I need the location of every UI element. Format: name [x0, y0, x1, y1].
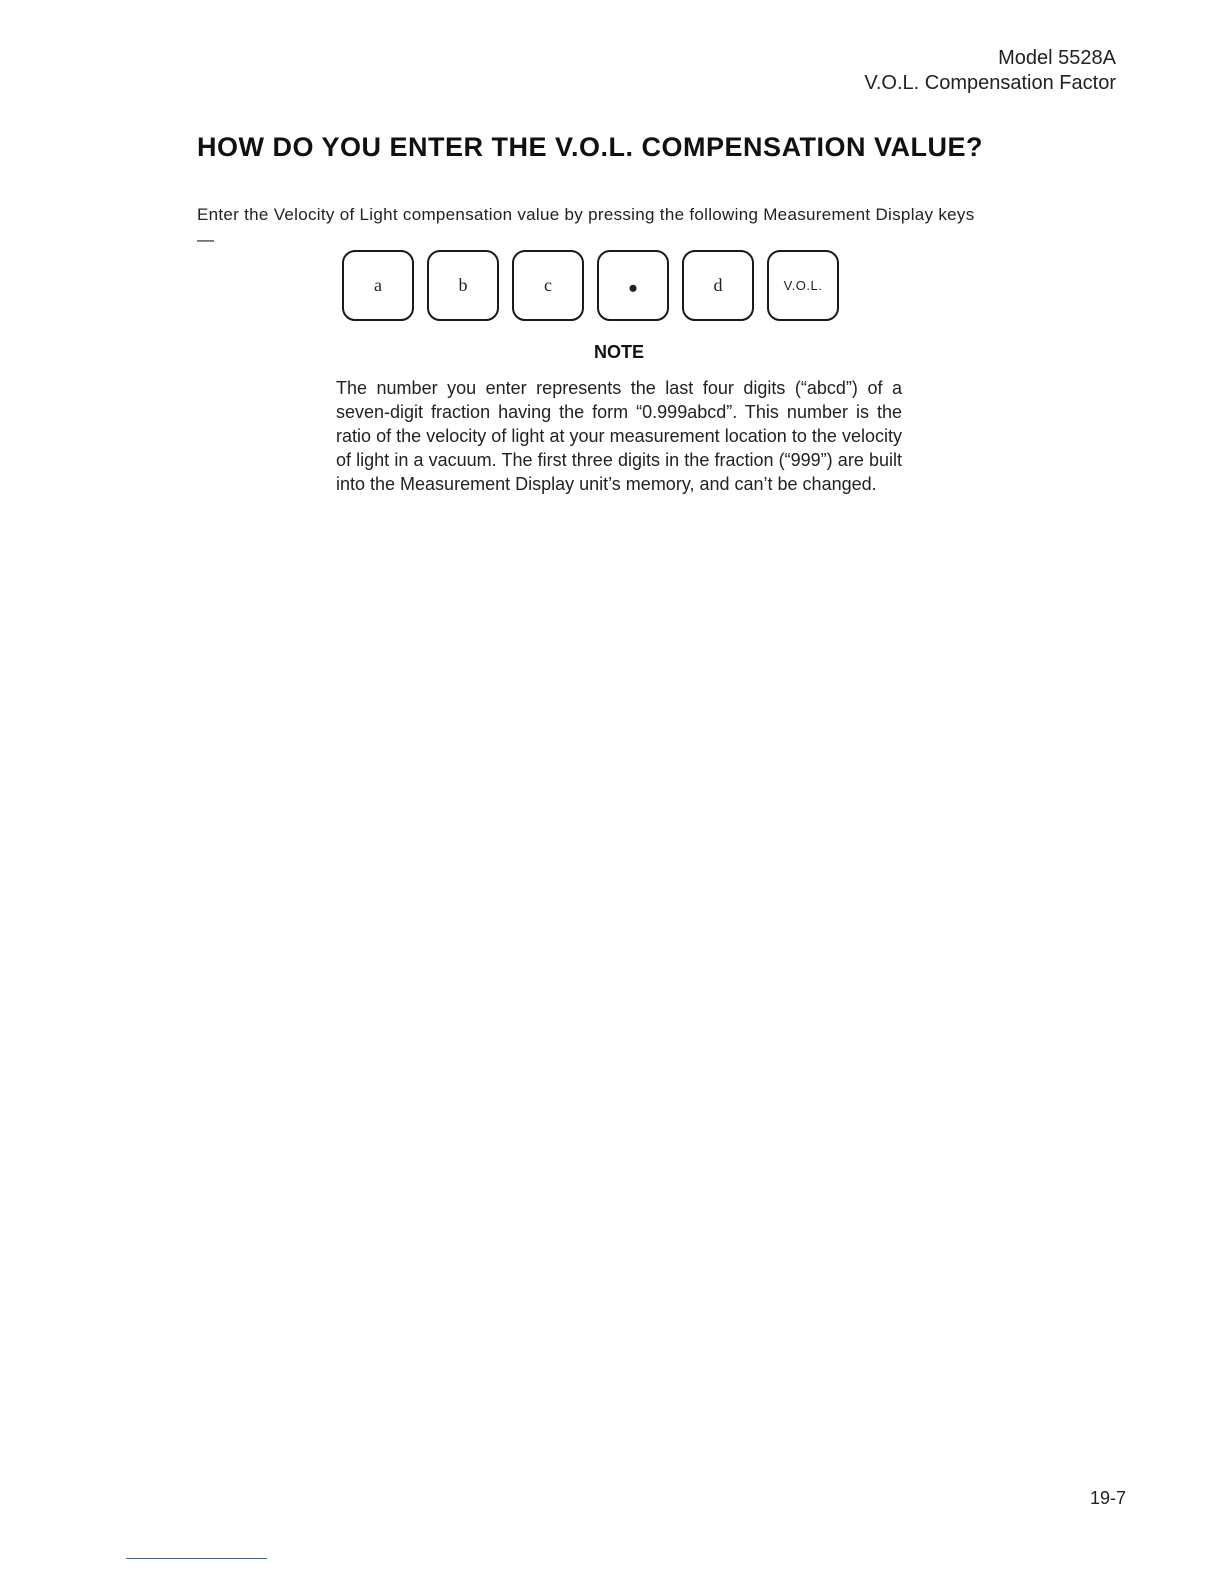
key-d: d — [682, 250, 754, 321]
footer-rule — [126, 1558, 267, 1559]
note-body: The number you enter represents the last four digits (“abcd”) of a seven-digit fraction having the form “0.999abcd”. This number is the ratio of the velocity of light at your measurement location to the velocity of light in a vacuum. The first three digits in the fraction (“999”) are built into the Measurement Display unit’s memory, and can’t be changed. — [336, 378, 902, 494]
key-a: a — [342, 250, 414, 321]
page-number: 19-7 — [1089, 1488, 1126, 1508]
intro-text: Enter the Velocity of Light compensation value by pressing the following Measurement Display keys — — [197, 205, 975, 249]
note-heading: NOTE — [593, 342, 644, 362]
page-header — [864, 46, 1116, 96]
key-b: b — [427, 250, 499, 321]
header-model: Model 5528A — [998, 47, 1116, 69]
key-sequence — [342, 250, 839, 321]
key-c: c — [512, 250, 584, 321]
key-decimal-point: • — [597, 250, 669, 321]
page-title: HOW DO YOU ENTER THE V.O.L. COMPENSATION VALUE? — [197, 132, 984, 162]
key-vol: V.O.L. — [767, 250, 839, 321]
header-section: V.O.L. Compensation Factor — [864, 72, 1116, 94]
